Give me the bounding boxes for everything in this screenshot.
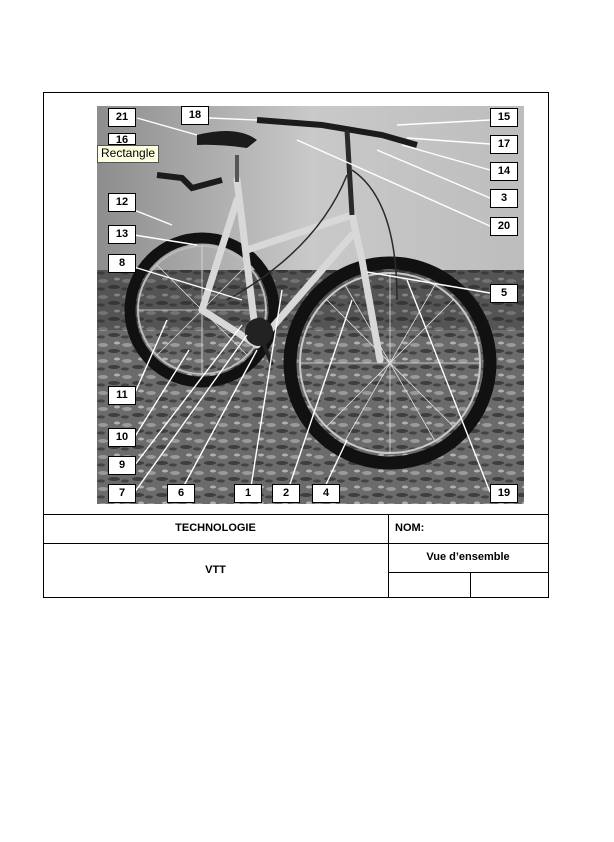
callout-9: 9	[108, 456, 136, 475]
object-label: VTT	[205, 564, 226, 576]
nom-label: NOM:	[395, 522, 425, 534]
callout-17: 17	[490, 135, 518, 154]
bike-photo	[97, 100, 524, 510]
callout-16: 16	[108, 133, 136, 145]
callout-19: 19	[490, 484, 518, 503]
callout-6: 6	[167, 484, 195, 503]
callout-7: 7	[108, 484, 136, 503]
callout-21: 21	[108, 108, 136, 127]
callout-8: 8	[108, 254, 136, 273]
rectangle-tooltip: Rectangle	[97, 145, 159, 163]
view-label: Vue d’ensemble	[426, 551, 510, 563]
callout-18: 18	[181, 106, 209, 125]
callout-5: 5	[490, 284, 518, 303]
callout-13: 13	[108, 225, 136, 244]
callout-2: 2	[272, 484, 300, 503]
callout-4: 4	[312, 484, 340, 503]
callout-10: 10	[108, 428, 136, 447]
callout-1: 1	[234, 484, 262, 503]
callout-15: 15	[490, 108, 518, 127]
callout-12: 12	[108, 193, 136, 212]
callout-11: 11	[108, 386, 136, 405]
subject-label: TECHNOLOGIE	[175, 522, 256, 534]
callout-3: 3	[490, 189, 518, 208]
callout-14: 14	[490, 162, 518, 181]
callout-20: 20	[490, 217, 518, 236]
